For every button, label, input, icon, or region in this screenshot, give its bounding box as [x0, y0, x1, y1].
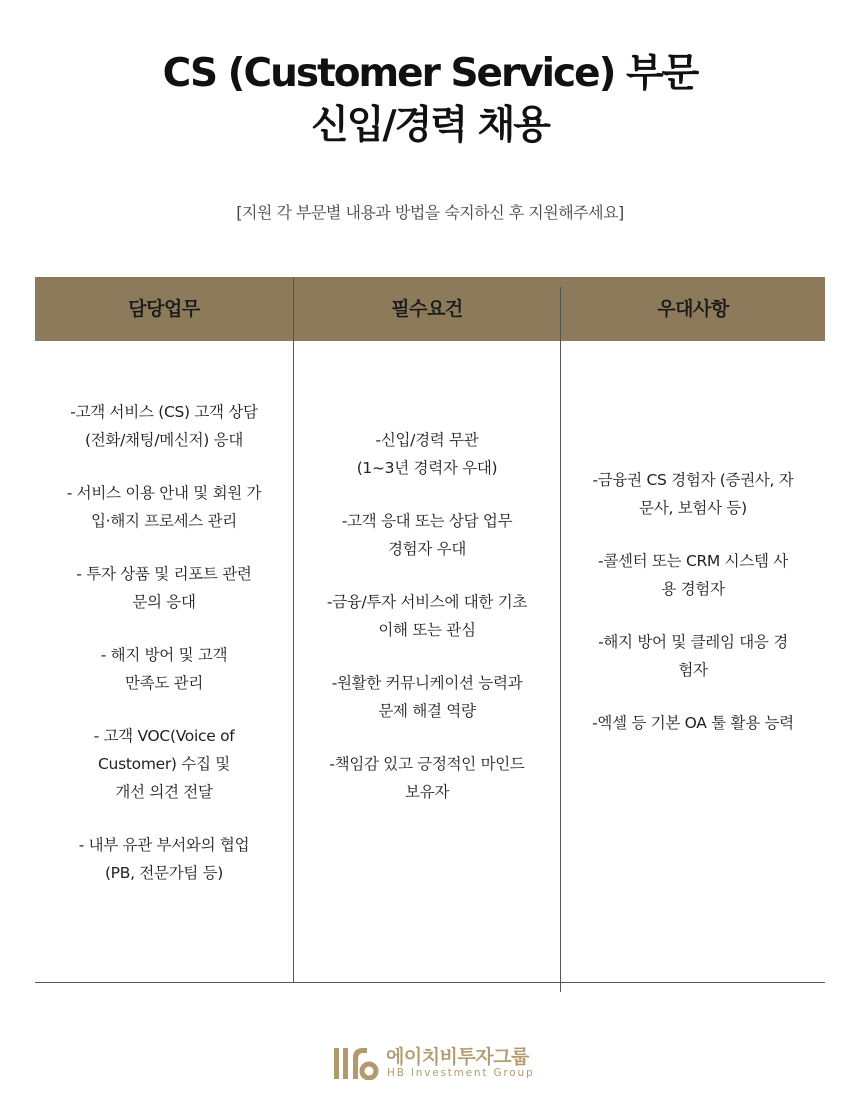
- title-line-1: CS (Customer Service) 부문: [162, 51, 698, 96]
- duties-column: [35, 398, 293, 912]
- logo-name-korean: 에이치비투자그룹: [386, 1046, 529, 1068]
- page-title: [0, 48, 860, 152]
- list-item-line: -원활한 커뮤니케이션 능력과: [331, 674, 523, 692]
- column-heading-duties: 담당업무: [128, 298, 200, 320]
- list-item-line: - 서비스 이용 안내 및 회원 가: [66, 484, 262, 502]
- list-item-line: 보유자: [404, 783, 450, 801]
- list-item-line: 개선 의견 전달: [115, 783, 213, 801]
- list-item: [294, 669, 560, 725]
- list-item: [294, 588, 560, 644]
- list-item-line: - 해지 방어 및 고객: [100, 646, 228, 664]
- list-item-line: 용 경험자: [661, 580, 725, 598]
- list-item: [294, 507, 560, 563]
- list-item-line: -해지 방어 및 클레임 대응 경: [598, 633, 788, 651]
- requirements-column: [294, 426, 560, 831]
- list-item-line: 경험자 우대: [388, 540, 466, 558]
- list-item: [35, 479, 293, 535]
- list-item-line: 문사, 보험사 등): [639, 499, 747, 517]
- list-item-line: (전화/채팅/메신저) 응대: [84, 431, 244, 449]
- list-item-line: 문제 해결 역량: [378, 702, 476, 720]
- list-item-line: - 내부 유관 부서와의 협업: [78, 836, 250, 854]
- hb-logo-mark-icon: [333, 1044, 379, 1080]
- list-item-line: - 투자 상품 및 리포트 관련: [76, 565, 252, 583]
- list-item: [294, 426, 560, 482]
- list-item: [561, 466, 825, 522]
- list-item-line: -책임감 있고 긍정적인 마인드: [329, 755, 525, 773]
- list-item-line: -콜센터 또는 CRM 시스템 사: [598, 552, 788, 570]
- list-item: [35, 722, 293, 806]
- list-item: [294, 750, 560, 806]
- list-item-line: - 고객 VOC(Voice of: [93, 727, 235, 745]
- list-item: [35, 560, 293, 616]
- list-item-line: -엑셀 등 기본 OA 툴 활용 능력: [592, 714, 794, 732]
- list-item-line: 만족도 관리: [125, 674, 203, 692]
- column-heading-requirements: 필수요건: [391, 298, 463, 320]
- preferences-column: [561, 466, 825, 762]
- list-item: [561, 547, 825, 603]
- list-item-line: 험자: [678, 661, 708, 679]
- list-item-line: 문의 응대: [132, 593, 196, 611]
- list-item-line: 이해 또는 관심: [378, 621, 476, 639]
- list-item: [35, 831, 293, 887]
- list-item: [561, 709, 825, 737]
- list-item-line: Customer) 수집 및: [98, 755, 230, 773]
- list-item-line: -신입/경력 무관: [375, 431, 479, 449]
- list-item: [35, 641, 293, 697]
- list-item: [35, 398, 293, 454]
- title-line-2: 신입/경력 채용: [311, 103, 549, 148]
- list-item: [561, 628, 825, 684]
- logo-name-english: HB Investment Group: [387, 1067, 535, 1079]
- company-logo: [333, 1042, 543, 1082]
- list-item-line: -금융/투자 서비스에 대한 기초: [326, 593, 528, 611]
- list-item-line: -고객 서비스 (CS) 고객 상담: [70, 403, 258, 421]
- column-heading-preferences: 우대사항: [657, 298, 729, 320]
- subtitle: [지원 각 부문별 내용과 방법을 숙지하신 후 지원해주세요]: [236, 203, 624, 222]
- list-item-line: (1~3년 경력자 우대): [356, 459, 498, 477]
- list-item-line: (PB, 전문가팀 등): [104, 864, 224, 882]
- list-item-line: 입·해지 프로세스 관리: [91, 512, 237, 530]
- table-bottom-line: [35, 982, 825, 983]
- list-item-line: -고객 응대 또는 상담 업무: [341, 512, 513, 530]
- list-item-line: -금융권 CS 경험자 (증권사, 자: [592, 471, 794, 489]
